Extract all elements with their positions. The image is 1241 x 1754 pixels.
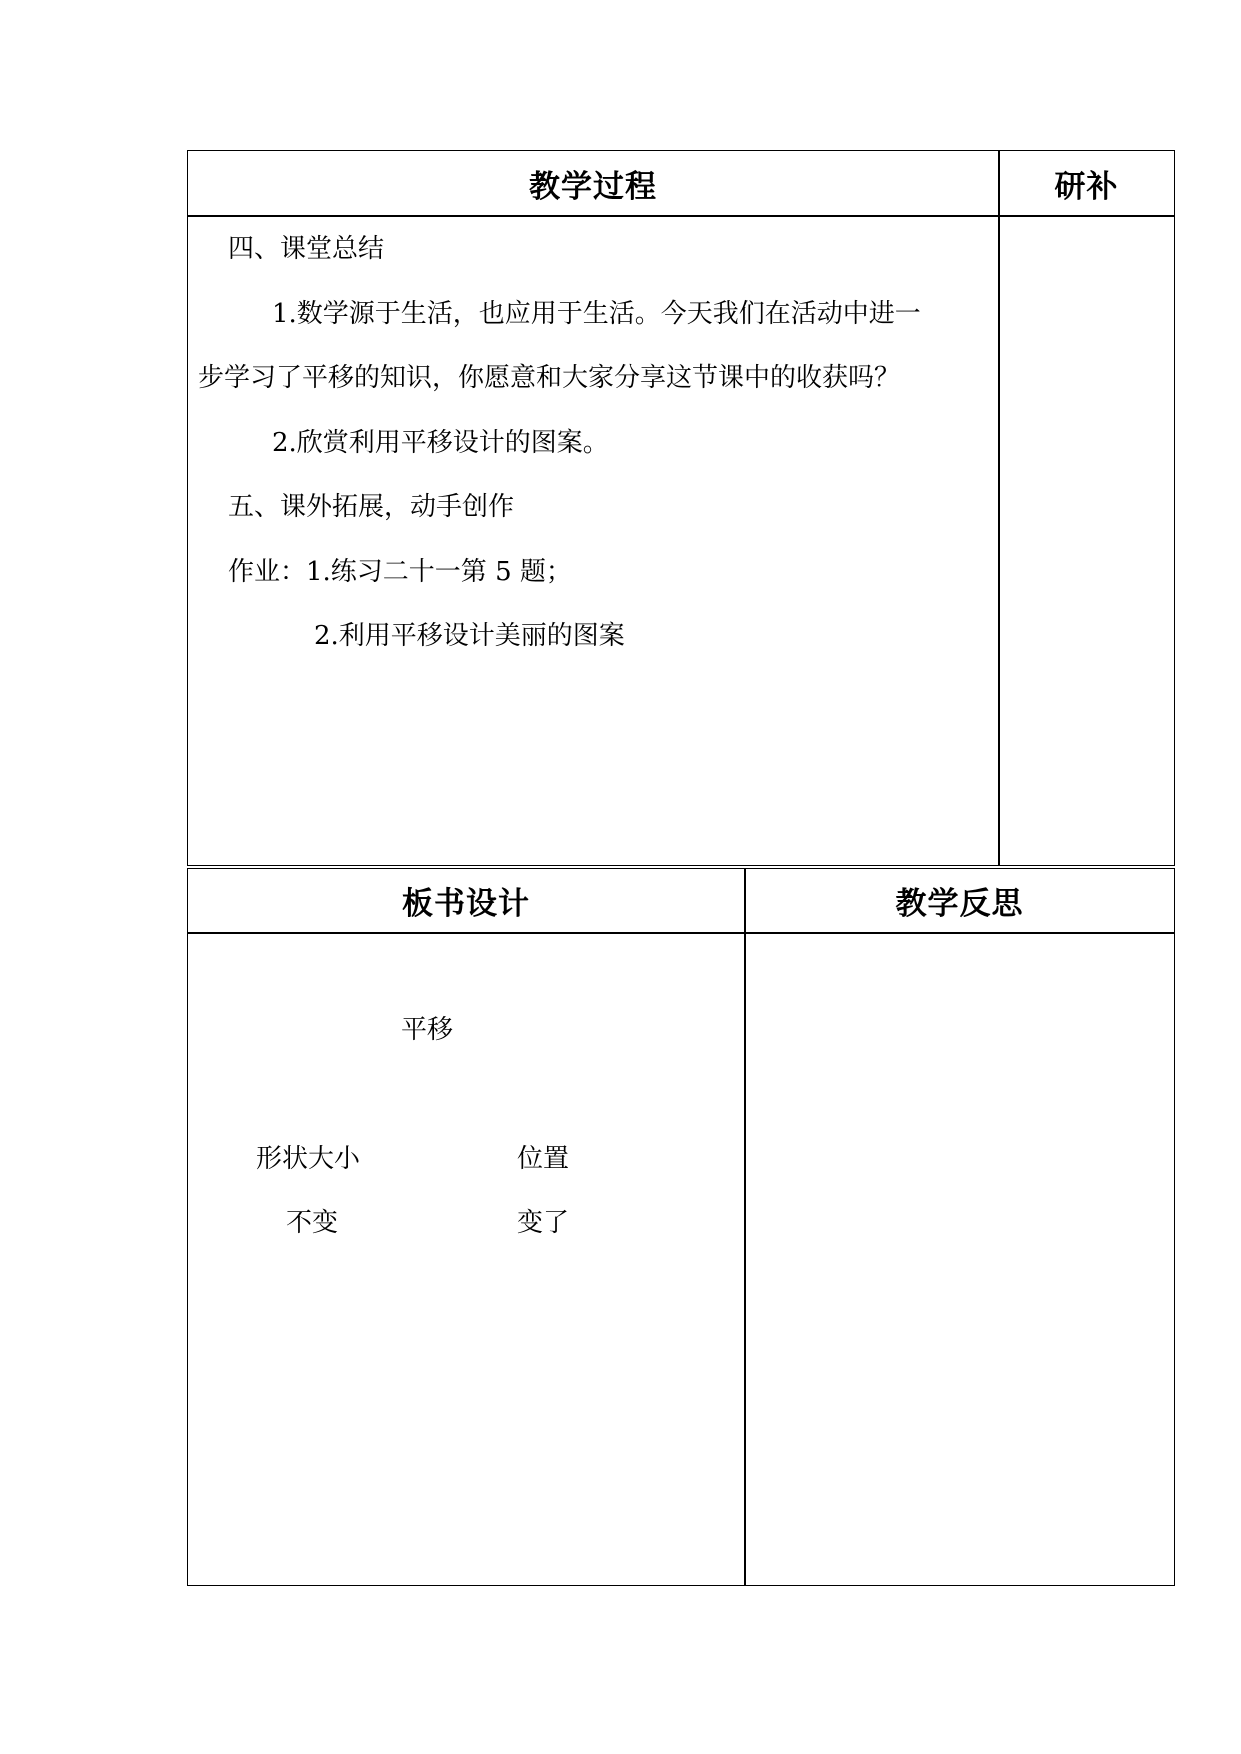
- header-teaching-reflection: 教学反思: [895, 886, 1024, 922]
- teaching-process-table: [187, 150, 1175, 866]
- homework-line-1: 作业：1.练习二十一第 5 题；: [228, 557, 572, 587]
- section-4-title: 四、课堂总结: [228, 234, 385, 264]
- board-title: 平移: [401, 1015, 454, 1045]
- board-reflection-table: [187, 868, 1175, 1586]
- item-2: 2.欣赏利用平移设计的图案。: [272, 428, 609, 458]
- board-right-label: 位置: [517, 1144, 570, 1174]
- homework-line-2: 2.利用平移设计美丽的图案: [314, 621, 625, 651]
- header-research-notes: 研补: [1054, 168, 1119, 205]
- item-1-line-2: 步学习了平移的知识，你愿意和大家分享这节课中的收获吗？: [198, 363, 901, 393]
- header-divider: [188, 215, 1174, 217]
- section-5-title: 五、课外拓展，动手创作: [228, 492, 515, 522]
- header-board-design: 板书设计: [402, 886, 530, 922]
- column-divider: [744, 869, 746, 1585]
- header-divider: [188, 932, 1174, 934]
- board-left-label: 形状大小: [256, 1144, 361, 1174]
- header-teaching-process: 教学过程: [529, 168, 657, 205]
- item-1-line-1: 1.数学源于生活，也应用于生活。今天我们在活动中进一: [272, 299, 921, 329]
- column-divider: [998, 151, 1000, 865]
- board-left-value: 不变: [286, 1208, 339, 1238]
- board-right-value: 变了: [517, 1208, 570, 1238]
